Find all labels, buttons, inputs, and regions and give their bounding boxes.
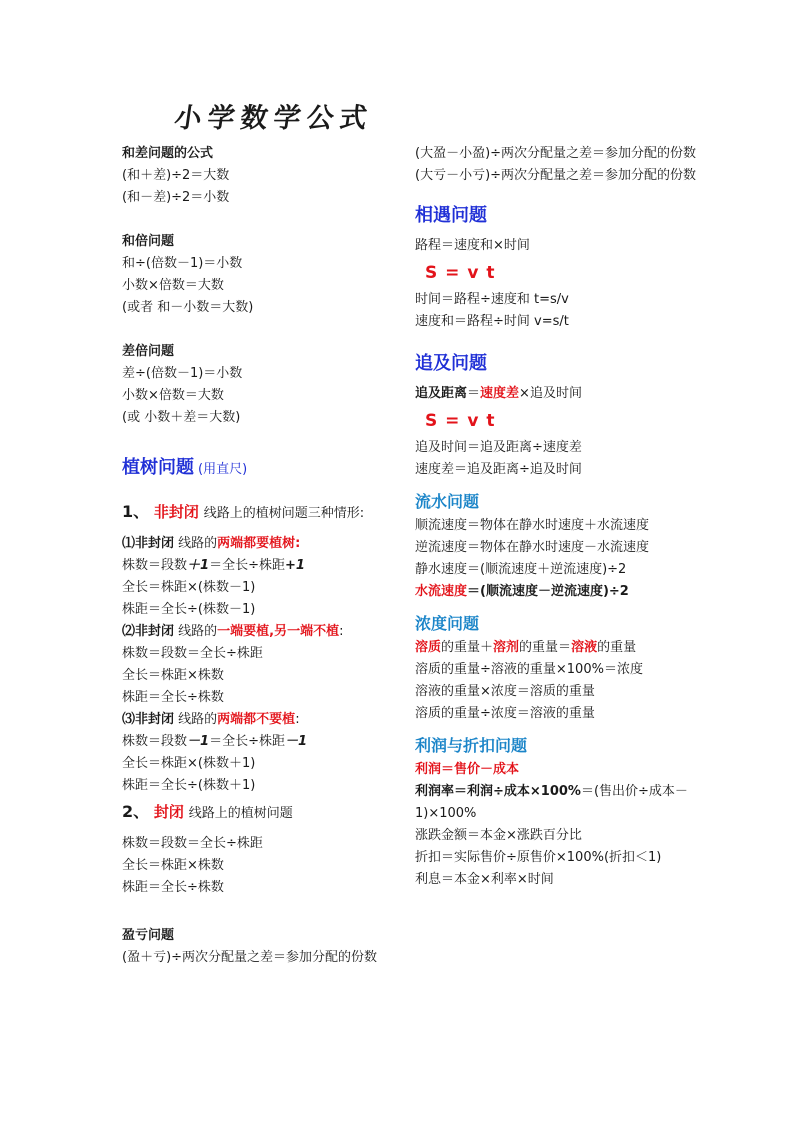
left-column: [122, 143, 392, 969]
lirun-line-1: 利润＝售价－成本: [415, 762, 520, 777]
hecha-heading: 和差问题的公式: [122, 146, 214, 161]
hebei-heading: 和倍问题: [122, 234, 175, 249]
case-1-line-2: 全长＝株距×(株数－1): [122, 580, 256, 595]
case-2-label: ⑵非封闭: [122, 624, 175, 639]
zhishu-section-2: [122, 797, 392, 829]
page-title: 小学数学公式: [172, 103, 375, 134]
xiangyu-heading: 相遇问题: [415, 205, 487, 226]
case-3-mid: 线路的: [178, 712, 218, 727]
liushui-line-2: 逆流速度＝物体在静水时速度－水流速度: [415, 540, 650, 555]
nongdu-line-1: 溶质的重量＋溶剂的重量＝溶液的重量: [415, 640, 637, 655]
hecha-line-2: (和－差)÷2＝小数: [122, 190, 230, 205]
case-2-line-2: 全长＝株距×株数: [122, 668, 224, 683]
section-1-label: 非封闭: [153, 503, 199, 521]
hecha-line-1: (和＋差)÷2＝大数: [122, 168, 230, 183]
zhuiji-formula: S = v t: [425, 411, 496, 431]
case-1-label: ⑴非封闭: [122, 536, 175, 551]
case-3-line-2: 全长＝株距×(株数＋1): [122, 756, 256, 771]
case-3-label: ⑶非封闭: [122, 712, 175, 727]
chabei-line-3: (或 小数＋差＝大数): [122, 410, 241, 425]
case-2-title: ⑵非封闭 线路的一端要植,另一端不植:: [122, 624, 344, 639]
case-1-mid: 线路的: [178, 536, 218, 551]
hebei-line-2: 小数×倍数＝大数: [122, 278, 224, 293]
chabei-line-1: 差÷(倍数－1)＝小数: [122, 366, 243, 381]
zhishu-heading: [122, 453, 392, 485]
xiangyu-line-3: 速度和＝路程÷时间 v=s/t: [415, 314, 569, 329]
case-1-emph: 两端都要植树:: [217, 536, 301, 551]
case-2-mid: 线路的: [178, 624, 218, 639]
nongdu-line-4: 溶质的重量÷浓度＝溶液的重量: [415, 706, 595, 721]
liushui-line-4: 水流速度＝(顺流速度－逆流速度)÷2: [415, 584, 629, 599]
zhuiji-line-3: 速度差＝追及距离÷追及时间: [415, 462, 582, 477]
case-3-line-3: 株距＝全长÷(株数＋1): [122, 778, 256, 793]
s2-line-2: 全长＝株距×株数: [122, 858, 224, 873]
liushui-line-3: 静水速度＝(顺流速度＋逆流速度)÷2: [415, 562, 627, 577]
s2-line-1: 株数＝段数＝全长÷株距: [122, 836, 263, 851]
section-2-label: 封闭: [153, 803, 184, 821]
nongdu-line-3: 溶液的重量×浓度＝溶质的重量: [415, 684, 595, 699]
liushui-line-1: 顺流速度＝物体在静水时速度＋水流速度: [415, 518, 650, 533]
right-column: [415, 143, 705, 891]
case-3-title: ⑶非封闭 线路的两端都不要植:: [122, 712, 300, 727]
case-2-line-1: 株数＝段数＝全长÷株距: [122, 646, 263, 661]
case-3-line-1: 株数＝段数－1＝全长÷株距－1: [122, 734, 308, 749]
yingkui-line-3: (大亏－小亏)÷两次分配量之差＝参加分配的份数: [415, 168, 697, 183]
liushui-heading: 流水问题: [415, 492, 480, 511]
nongdu-heading: 浓度问题: [415, 614, 480, 633]
hebei-line-1: 和÷(倍数－1)＝小数: [122, 256, 243, 271]
zhuiji-heading: 追及问题: [415, 353, 487, 374]
zhuiji-line-1: 追及距离＝速度差×追及时间: [415, 386, 582, 401]
section-1-number: 1、: [122, 502, 150, 521]
zhishu-section-1: [122, 497, 392, 529]
zhishu-note: (用直尺): [198, 462, 248, 477]
section-2-desc: 线路上的植树问题: [188, 806, 293, 821]
chabei-line-2: 小数×倍数＝大数: [122, 388, 224, 403]
nongdu-line-2: 溶质的重量÷溶液的重量×100%＝浓度: [415, 662, 643, 677]
zhishu-title: 植树问题: [122, 457, 194, 478]
case-2-emph: 一端要植,另一端不植: [217, 624, 340, 639]
xiangyu-line-1: 路程＝速度和×时间: [415, 238, 530, 253]
lirun-line-2: 利润率＝利润÷成本×100%＝(售出价÷成本－1)×100%: [415, 784, 688, 821]
yingkui-heading: 盈亏问题: [122, 928, 175, 943]
lirun-line-3: 涨跌金额＝本金×涨跌百分比: [415, 828, 582, 843]
chabei-heading: 差倍问题: [122, 344, 175, 359]
case-3-emph: 两端都不要植: [217, 712, 296, 727]
case-1-title: [122, 533, 392, 555]
zhuiji-line-2: 追及时间＝追及距离÷速度差: [415, 440, 582, 455]
xiangyu-formula: S = v t: [425, 263, 496, 283]
yingkui-line-1: (盈＋亏)÷两次分配量之差＝参加分配的份数: [122, 950, 378, 965]
xiangyu-line-2: 时间＝路程÷速度和 t=s/v: [415, 292, 569, 307]
hebei-line-3: (或者 和－小数＝大数): [122, 300, 254, 315]
case-1-line-3: 株距＝全长÷(株数－1): [122, 602, 256, 617]
yingkui-line-2: (大盈－小盈)÷两次分配量之差＝参加分配的份数: [415, 146, 697, 161]
lirun-heading: 利润与折扣问题: [415, 736, 528, 755]
section-1-desc: 线路上的植树问题三种情形:: [203, 506, 365, 521]
lirun-line-5: 利息＝本金×利率×时间: [415, 872, 554, 887]
s2-line-3: 株距＝全长÷株数: [122, 880, 224, 895]
section-2-number: 2、: [122, 802, 150, 821]
case-2-line-3: 株距＝全长÷株数: [122, 690, 224, 705]
case-1-line-1: 株数＝段数＋1＝全长÷株距+1: [122, 558, 305, 573]
lirun-line-4: 折扣＝实际售价÷原售价×100%(折扣＜1): [415, 850, 662, 865]
